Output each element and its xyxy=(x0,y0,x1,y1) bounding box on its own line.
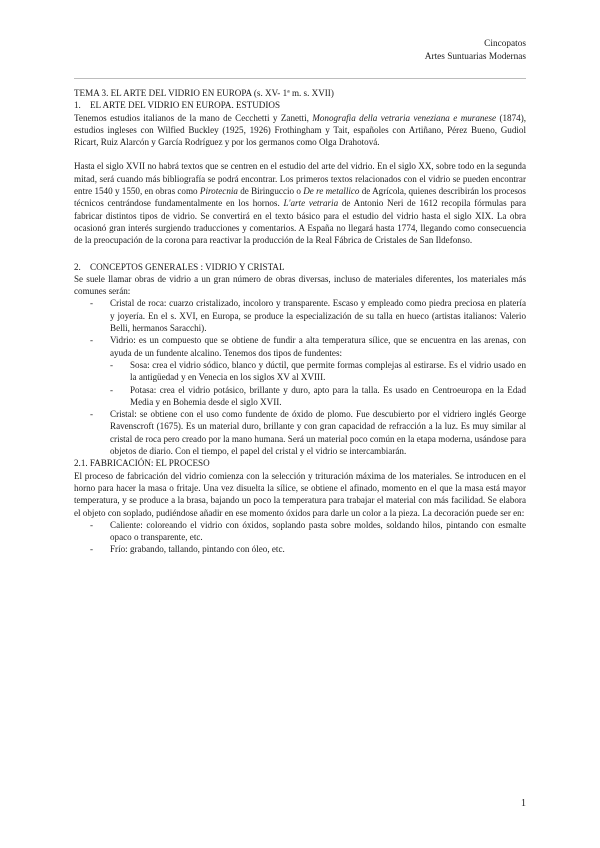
text-run: de Antonio Neri de 1612 recopila fórmulas para fabricar distintos tipos de vidrio. Se convertirá en el texto básico para el estudio del vidrio hasta el siglo XIX. La obra ocasionó gran interés surgiendo traducciones y comentarios. A España no llegará hasta 1774, llegando como consecuencia de la preocupación de la corona para reactivar la producción de la Real Fábrica de Cristales de San Ildefonso. xyxy=(74,198,526,246)
text-run: de Biringuccio o xyxy=(237,186,304,197)
list-item-vidrio xyxy=(90,334,526,359)
list-item-text: Vidrio: es un compuesto que se obtiene de fundir a alta temperatura sílice, que se encuentra en las arenas, con ayuda de un fundente alcalino. Tenemos dos tipos de fundentes: xyxy=(110,335,526,358)
list-item-frio: - Frío: grabando, tallando, pintando con óleo, etc. xyxy=(90,543,526,555)
list-item-potasa: - Potasa: crea el vidrio potásico, brillante y duro, apto para la talla. Es usado en Centroeuropa en la Edad Media y en Bohemia desde el siglo XVII. xyxy=(110,384,526,409)
text-run: Tenemos estudios italianos de la mano de Cecchetti y Zanetti, xyxy=(74,112,313,123)
book-title: De re metallico xyxy=(303,186,360,197)
section-2-title: CONCEPTOS GENERALES : VIDRIO Y CRISTAL xyxy=(90,261,285,272)
book-title: Monografia della vetraria veneziana e muranese xyxy=(312,112,497,123)
section-2-heading xyxy=(74,261,526,273)
list-item-sosa: - Sosa: crea el vidrio sódico, blanco y dúctil, que permite formas complejas al estirarse. Es el vidrio usado en la antigüedad y en Venecia en los siglos XV al XVIII. xyxy=(110,359,526,384)
section-1-paragraph-2 xyxy=(74,160,526,246)
section-1-paragraph-1 xyxy=(74,112,526,149)
text-run: Hasta el siglo XVII no habrá textos que se centren en el estudio del arte del vidrio. En el siglo XX, sobre todo en la segunda mitad, será cuando más bibliografía se podrá encontrar. Los primeros textos relacionados con el vidrio se pueden encontrar entre 1540 y 1550, en obras como xyxy=(74,161,526,197)
list-item-cristal: - Cristal: se obtiene con el uso como fundente de óxido de plomo. Fue descubierto por el vidriero inglés George Ravenscroft (1675). Es un material duro, brillante y con gran capacidad de refracción a la luz. Es muy similar al cristal de roca pero creado por la mano humana. Será un material poco común en la etapa moderna, usándose para objetos de diario. Con el tiempo, el papel del cristal y el vidrio se intercambiarán. xyxy=(90,408,526,457)
section-1-number: 1. xyxy=(74,100,81,111)
book-title: Pirotecnia xyxy=(199,186,238,197)
header-course-author: Cincopatos xyxy=(484,39,526,49)
text-run: de Agrícola, quienes describirán los procesos técnicos centrándose fundamentalmente en los hornos. xyxy=(74,186,526,209)
header-divider xyxy=(74,78,526,79)
book-title: L'arte vetraria xyxy=(283,198,339,209)
section-2-1-heading: 2.1. FABRICACIÓN: EL PROCESO xyxy=(74,458,210,469)
list-item-caliente: - Caliente: coloreando el vidrio con óxidos, soplando pasta sobre moldes, soldando hilos, pintando con esmalte opaco o transparente, etc. xyxy=(90,519,526,544)
list-item-cristal-roca: - Cristal de roca: cuarzo cristalizado, incoloro y transparente. Escaso y empleado como piedra preciosa en platería y joyería. En el s. XVI, en Europa, se produce la especialización de su talla en hueco (artistas italianos: Valerio Belli, hermanos Saracchi). xyxy=(90,297,526,334)
fundentes-list xyxy=(74,359,526,408)
section-1-heading xyxy=(74,99,526,111)
section-2-number: 2. xyxy=(74,261,81,272)
materials-list-continued xyxy=(74,408,526,457)
document-body xyxy=(74,87,526,556)
section-1-title: EL ARTE DEL VIDRIO EN EUROPA. ESTUDIOS xyxy=(90,100,280,111)
section-2-1-paragraph: El proceso de fabricación del vidrio comienza con la selección y trituración máxima de los materiales. Se introducen en el horno para hacer la masa o fritaje. Una vez disuelta la sílice, se obtiene el afinado, momento en el que la masa está mayor temperatura, y se produce a la brasa, bajando un poco la temperatura para trabajar el material con más facilidad. Se elabora el objeto con soplado, pudiéndose añadir en ese momento óxidos para darle un color a la pieza. La decoración puede ser en: xyxy=(74,470,526,518)
text-run: (1874), estudios ingleses con Wilfied Buckley (1925, 1926) Frothingham y Tait, españoles con Artiñano, Pérez Bueno, Gudiol Ricart, Ruiz Alarcón y García Rodríguez y por los germanos como Olga Drahotová. xyxy=(74,112,526,148)
materials-list xyxy=(74,297,526,358)
topic-title: TEMA 3. EL ARTE DEL VIDRIO EN EUROPA (s. XV- 1ª m. s. XVII) xyxy=(74,88,334,98)
section-2-intro: Se suele llamar obras de vidrio a un gran número de obras diversas, incluso de materiales diferentes, los materiales más comunes serán: xyxy=(74,273,526,297)
decoration-list xyxy=(74,519,526,556)
page-number: 1 xyxy=(521,798,526,809)
header-subject: Artes Suntuarias Modernas xyxy=(424,52,526,62)
